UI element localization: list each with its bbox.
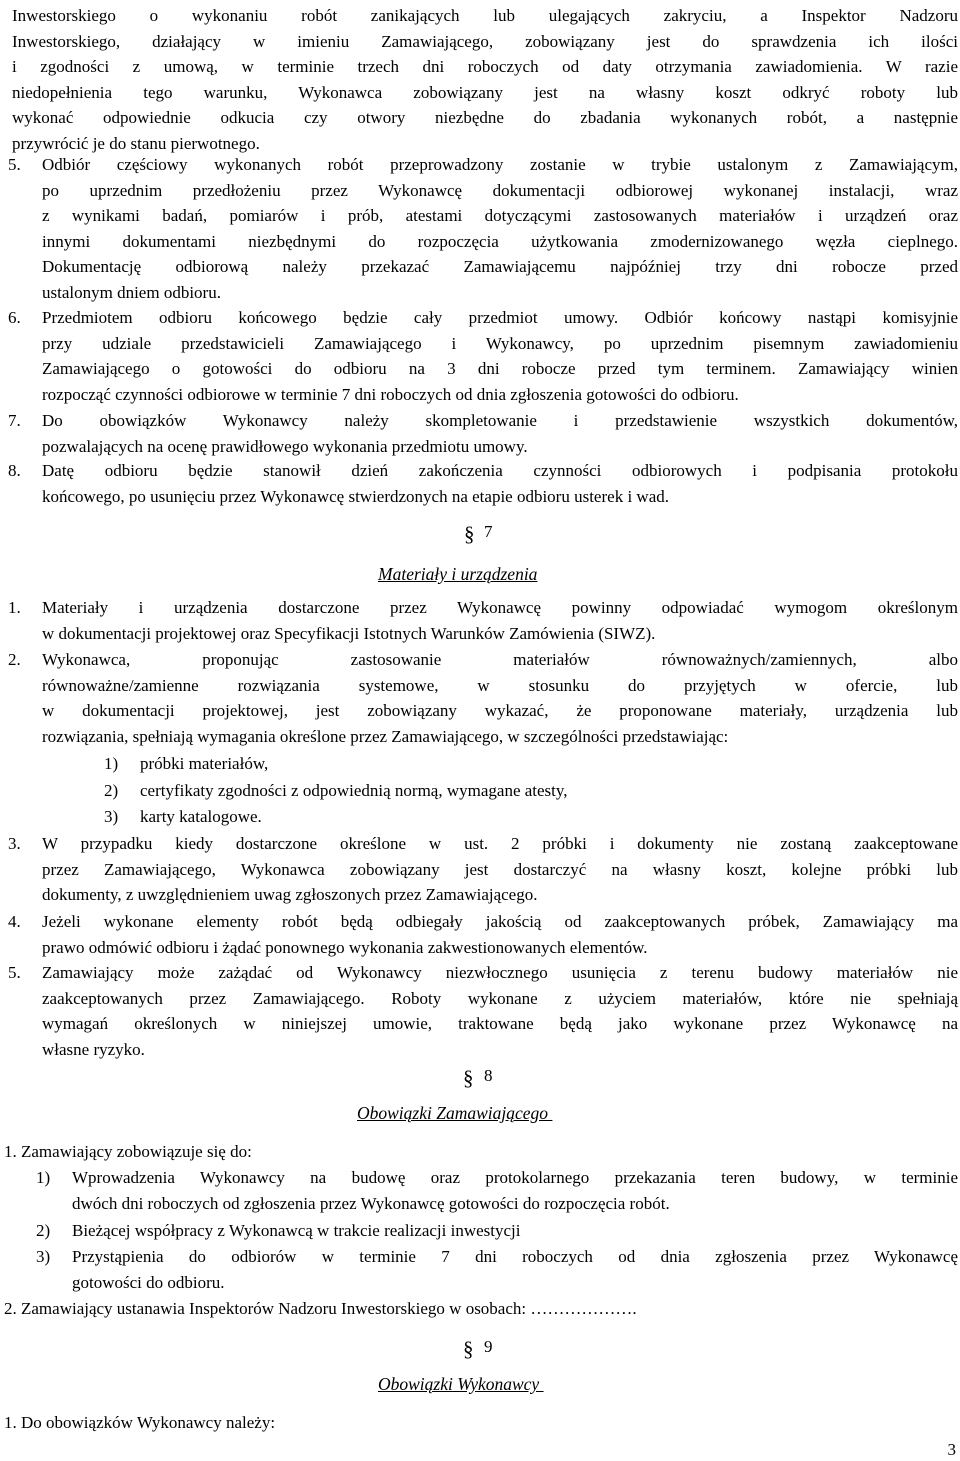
text-line: przy udziale przedstawicieli Zamawiającego i Wykonawcy, po uprzednim pisemnym zawiadomieniu (42, 333, 958, 353)
text-line: w dokumentacji projektowej, jest zobowiązany wykazać, że proponowane materiały, urządzenia lub (42, 701, 958, 721)
text-line: Inwestorskiego o wykonaniu robót zanikających lub ulegających zakryciu, a Inspektor Nadzoru (12, 6, 958, 25)
text-line: Inwestorskiego, działający w imieniu Zamawiającego, zobowiązany jest do sprawdzenia ich ilości (12, 31, 958, 51)
text-line: ustalonym dniem odbioru. (42, 283, 221, 302)
text-line: wykonać odpowiednie odkucia czy otwory niezbędne do zbadania wykonanych robót, a następnie (12, 108, 958, 128)
text-line: Zamawiającego o gotowości do odbioru na 3 dni robocze przed tym terminem. Zamawiający winien (42, 359, 958, 379)
text-line: Materiały i urządzenia dostarczone przez Wykonawcę powinny odpowiadać wymogom określonym (42, 598, 958, 617)
text-line: Odbiór częściowy wykonanych robót przeprowadzony zostanie w trybie ustalonym z Zamawiającym, (42, 155, 958, 174)
text-line: równoważne/zamienne rozwiązania systemowe, w stosunku do przyjętych w ofercie, lub (42, 675, 958, 695)
text-line: Datę odbioru będzie stanowił dzień zakończenia czynności odbiorowych i podpisania protokołu (42, 461, 958, 480)
text-line: przez Zamawiającego, Wykonawca zobowiązany jest dostarczyć na własny koszt, kolejne próbki lub (42, 859, 958, 879)
item-number: 5. (8, 155, 21, 174)
text-line: gotowości do odbioru. (72, 1272, 225, 1292)
text-line: karty katalogowe. (140, 807, 262, 826)
item-number: 3) (36, 1247, 51, 1266)
text-line: własne ryzyko. (42, 1039, 145, 1059)
text-line: W przypadku kiedy dostarczone określone w ust. 2 próbki i dokumenty nie zostaną zaakceptowane (42, 834, 958, 853)
text-line: 2. Zamawiający ustanawia Inspektorów Nadzoru Inwestorskiego w osobach: ………………. (4, 1299, 637, 1318)
text-line: 1. Zamawiający zobowiązuje się do: (4, 1142, 252, 1161)
section-number: 9 (484, 1337, 493, 1356)
text-line: wymagań określonych w niniejszej umowie, traktowane będą jako wykonane przez Wykonawcę na (42, 1014, 958, 1034)
item-number: 2. (8, 650, 21, 669)
section-number: 8 (484, 1066, 493, 1085)
item-number: 3) (104, 807, 119, 826)
text-line: Dokumentację odbiorową należy przekazać Zamawiającemu najpóźniej trzy dni robocze przed (42, 257, 958, 277)
item-number: 5. (8, 963, 21, 982)
item-number: 2) (36, 1221, 51, 1240)
section-number: 7 (484, 522, 493, 541)
text-line: Wprowadzenia Wykonawcy na budowę oraz protokolarnego przekazania teren budowy, w terminie (72, 1168, 958, 1187)
item-number: 1. (8, 598, 21, 617)
item-number: 2) (104, 781, 119, 800)
text-line: dokumenty, z uwzględnieniem uwag zgłoszonych przez Zamawiającego. (42, 885, 538, 905)
section-title: Materiały i urządzenia (378, 564, 538, 584)
text-line: Przedmiotem odbioru końcowego będzie cały przedmiot umowy. Odbiór końcowy nastąpi komisyjnie (42, 308, 958, 327)
text-line: Wykonawca, proponując zastosowanie materiałów równoważnych/zamiennych, albo (42, 650, 958, 669)
section-sign: § (464, 522, 475, 546)
text-line: pozwalających na ocenę prawidłowego wykonania przedmiotu umowy. (42, 436, 528, 456)
section-title: Obowiązki Wykonawcy (378, 1374, 544, 1394)
text-line: prawo odmówić odbioru i żądać ponownego wykonania zakwestionowanych elementów. (42, 937, 648, 957)
item-number: 4. (8, 912, 21, 931)
text-line: dwóch dni roboczych od zgłoszenia przez Wykonawcę gotowości do rozpoczęcia robót. (72, 1193, 670, 1213)
item-number: 1) (104, 754, 119, 773)
text-line: rozpocząć czynności odbiorowe w terminie 7 dni roboczych od dnia zgłoszenia gotowości do odbioru. (42, 384, 739, 404)
text-line: 1. Do obowiązków Wykonawcy należy: (4, 1413, 276, 1432)
item-number: 6. (8, 308, 21, 327)
text-line: niedopełnienia tego warunku, Wykonawca zobowiązany jest na własny koszt odkryć roboty lub (12, 82, 958, 102)
text-line: innymi dokumentami niezbędnymi do rozpoczęcia użytkowania zmodernizowanego węzła cieplnego. (42, 231, 958, 251)
item-number: 8. (8, 461, 21, 480)
text-line: certyfikaty zgodności z odpowiednią normą, wymagane atesty, (140, 781, 568, 800)
text-line: końcowego, po usunięciu przez Wykonawcę stwierdzonych na etapie odbioru usterek i wad. (42, 486, 669, 506)
text-line: Jeżeli wykonane elementy robót będą odbiegały jakością od zaakceptowanych próbek, Zamawiający ma (42, 912, 958, 931)
text-line: Bieżącej współpracy z Wykonawcą w trakcie realizacji inwestycji (72, 1221, 521, 1240)
text-line: Do obowiązków Wykonawcy należy skompletowanie i przedstawienie wszystkich dokumentów, (42, 411, 958, 430)
section-sign: § (463, 1337, 474, 1361)
text-line: i zgodności z umową, w terminie trzech dni roboczych od daty otrzymania zawiadomienia. W razie (12, 57, 958, 77)
section-sign: § (463, 1066, 474, 1090)
text-line: zaakceptowanych przez Zamawiającego. Roboty wykonane z użyciem materiałów, które nie spełniają (42, 988, 958, 1008)
text-line: Zamawiający może zażądać od Wykonawcy niezwłocznego usunięcia z terenu budowy materiałów nie (42, 963, 958, 982)
page-number: 3 (947, 1440, 956, 1459)
item-number: 7. (8, 411, 21, 430)
item-number: 3. (8, 834, 21, 853)
text-line: Przystąpienia do odbiorów w terminie 7 dni roboczych od dnia zgłoszenia przez Wykonawcę (72, 1247, 958, 1266)
text-line: po uprzednim przedłożeniu przez Wykonawcę dokumentacji odbiorowej wykonanej instalacji, wraz (42, 180, 958, 200)
text-line: próbki materiałów, (140, 754, 269, 773)
item-number: 1) (36, 1168, 51, 1187)
text-line: rozwiązania, spełniają wymagania określone przez Zamawiającego, w szczególności przedstawiając: (42, 726, 729, 746)
section-title: Obowiązki Zamawiającego (357, 1103, 553, 1123)
text-line: przywrócić je do stanu pierwotnego. (12, 134, 260, 153)
text-line: w dokumentacji projektowej oraz Specyfikacji Istotnych Warunków Zamówienia (SIWZ). (42, 623, 656, 643)
text-line: z wynikami badań, pomiarów i prób, atestami dotyczącymi zastosowanych materiałów i urządzeń oraz (42, 206, 958, 226)
